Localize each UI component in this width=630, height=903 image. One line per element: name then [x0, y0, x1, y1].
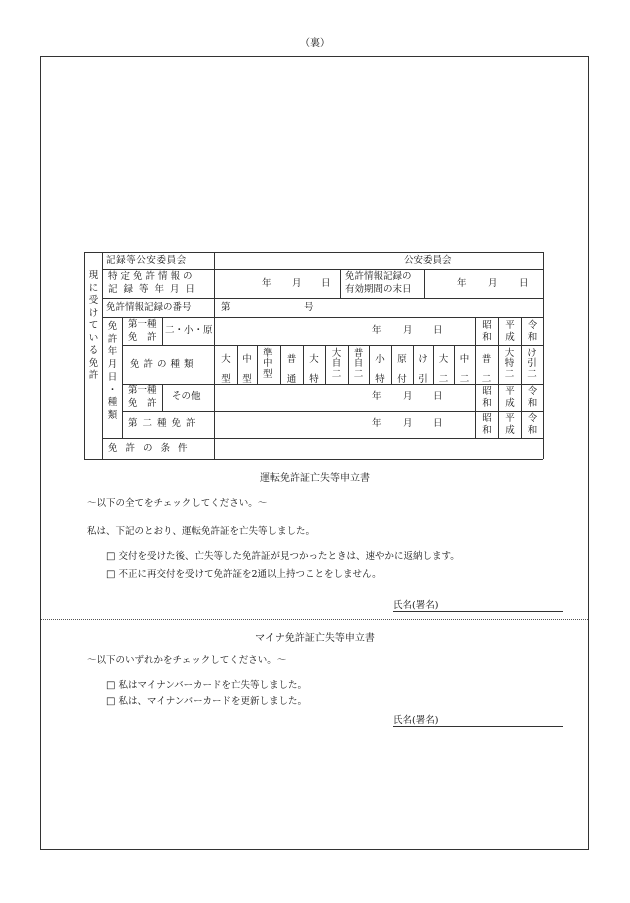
era-showa: 昭 和 — [482, 386, 492, 410]
records-commission-value: 公安委員会 — [404, 255, 452, 266]
checkbox-icon[interactable]: □ — [106, 696, 116, 707]
specific-info-label-1: 特定免許情報の — [108, 271, 196, 282]
date-day: 日 — [321, 278, 331, 289]
date-month: 月 — [403, 418, 413, 429]
date-year: 年 — [262, 278, 272, 289]
records-commission-label: 記録等公安委員会 — [106, 255, 187, 266]
first-class-label-2: 免 許 — [128, 332, 157, 343]
type-small-special: 小 特 — [375, 354, 385, 385]
era-heisei: 平 成 — [505, 386, 515, 410]
section1-instruction: 〜以下の全てをチェックしてください。〜 — [87, 498, 268, 509]
date-day: 日 — [433, 391, 443, 402]
type-regular: 普 通 — [286, 354, 297, 385]
checkbox-icon[interactable]: □ — [106, 551, 116, 562]
validity-label-2: 有効期間の末日 — [345, 284, 412, 295]
date-year: 年 — [372, 418, 382, 429]
first-class-label-1: 第一種 — [128, 319, 157, 330]
date-day: 日 — [433, 325, 443, 336]
section1-title: 運転免許証亡失等申立書 — [260, 473, 370, 484]
first-class-label-2: 免 許 — [128, 398, 157, 409]
date-month: 月 — [488, 278, 498, 289]
section2-item-1: □ 私はマイナンバーカードを亡失等しました。 — [106, 680, 307, 691]
type-medium-second: 中 二 — [459, 354, 470, 385]
second-class-label: 第二種免許 — [128, 418, 201, 429]
section2-signature-label: 氏名(署名) — [393, 715, 439, 726]
date-day: 日 — [433, 418, 443, 429]
type-large-second: 大 二 — [438, 354, 449, 385]
checkbox-icon[interactable]: □ — [106, 680, 116, 691]
type-large-motorcycle: 大自二 — [331, 348, 342, 380]
license-conditions-label: 免許の条件 — [108, 443, 196, 454]
checkbox-icon[interactable]: □ — [106, 569, 116, 580]
section1-signature-line[interactable] — [393, 611, 563, 612]
first-class-kinds: 二・小・原 — [165, 325, 213, 336]
date-month: 月 — [403, 391, 413, 402]
era-heisei: 平 成 — [505, 413, 515, 437]
section2-item-2: □ 私は、マイナンバーカードを更新しました。 — [106, 696, 307, 707]
date-year: 年 — [372, 391, 382, 402]
validity-label-1: 免許情報記録の — [345, 271, 412, 282]
type-semi-medium: 準中型 — [263, 348, 273, 380]
era-reiwa: 令 和 — [527, 386, 538, 410]
date-year: 年 — [372, 325, 382, 336]
section2-instruction: 〜以下のいずれかをチェックしてください。〜 — [87, 655, 287, 666]
date-day: 日 — [519, 278, 529, 289]
specific-info-label-2: 記録等年月日 — [108, 284, 202, 295]
section1-item-1: □ 交付を受けた後、亡失等した免許証が見つかったときは、速やかに返納します。 — [106, 551, 460, 562]
era-showa: 昭 和 — [482, 320, 492, 344]
first-class-other: その他 — [172, 391, 201, 402]
type-large-special: 大 特 — [309, 354, 319, 385]
date-month: 月 — [403, 325, 413, 336]
era-reiwa: 令 和 — [527, 320, 538, 344]
first-class-label-1: 第一種 — [128, 385, 157, 396]
era-heisei: 平 成 — [505, 320, 515, 344]
type-large-special-second: 大特二 — [504, 348, 515, 380]
license-date-type-group-label: 免 許 年 月 日 ・ 種 類 — [107, 321, 118, 422]
record-number-prefix: 第 — [221, 302, 231, 313]
type-moped: 原 付 — [397, 354, 407, 385]
record-number-label: 免許情報記録の番号 — [106, 302, 192, 313]
era-showa: 昭 和 — [482, 413, 492, 437]
section1-statement: 私は、下記のとおり、運転免許証を亡失等しました。 — [87, 526, 316, 537]
cut-line — [41, 619, 588, 620]
era-reiwa: 令 和 — [527, 413, 538, 437]
type-large: 大 型 — [221, 354, 231, 385]
record-number-suffix: 号 — [304, 302, 314, 313]
type-regular-second: 普 二 — [481, 354, 492, 385]
section1-item-2: □ 不正に再交付を受けて免許証を2通以上持つことをしません。 — [106, 569, 382, 580]
type-towing: け 引 — [418, 354, 428, 385]
license-type-label: 免許の種類 — [130, 359, 198, 370]
type-regular-motorcycle: 普自二 — [353, 348, 364, 380]
current-license-side-label: 現 に 受 け て い る 免 許 — [88, 270, 99, 382]
page-label: （裏） — [300, 38, 330, 49]
type-towing-second: け引二 — [527, 348, 537, 380]
date-month: 月 — [292, 278, 302, 289]
section1-signature-label: 氏名(署名) — [393, 600, 439, 611]
section2-signature-line[interactable] — [393, 726, 563, 727]
section2-title: マイナ免許証亡失等申立書 — [255, 633, 375, 644]
date-year: 年 — [457, 278, 467, 289]
type-medium: 中 型 — [242, 354, 252, 385]
